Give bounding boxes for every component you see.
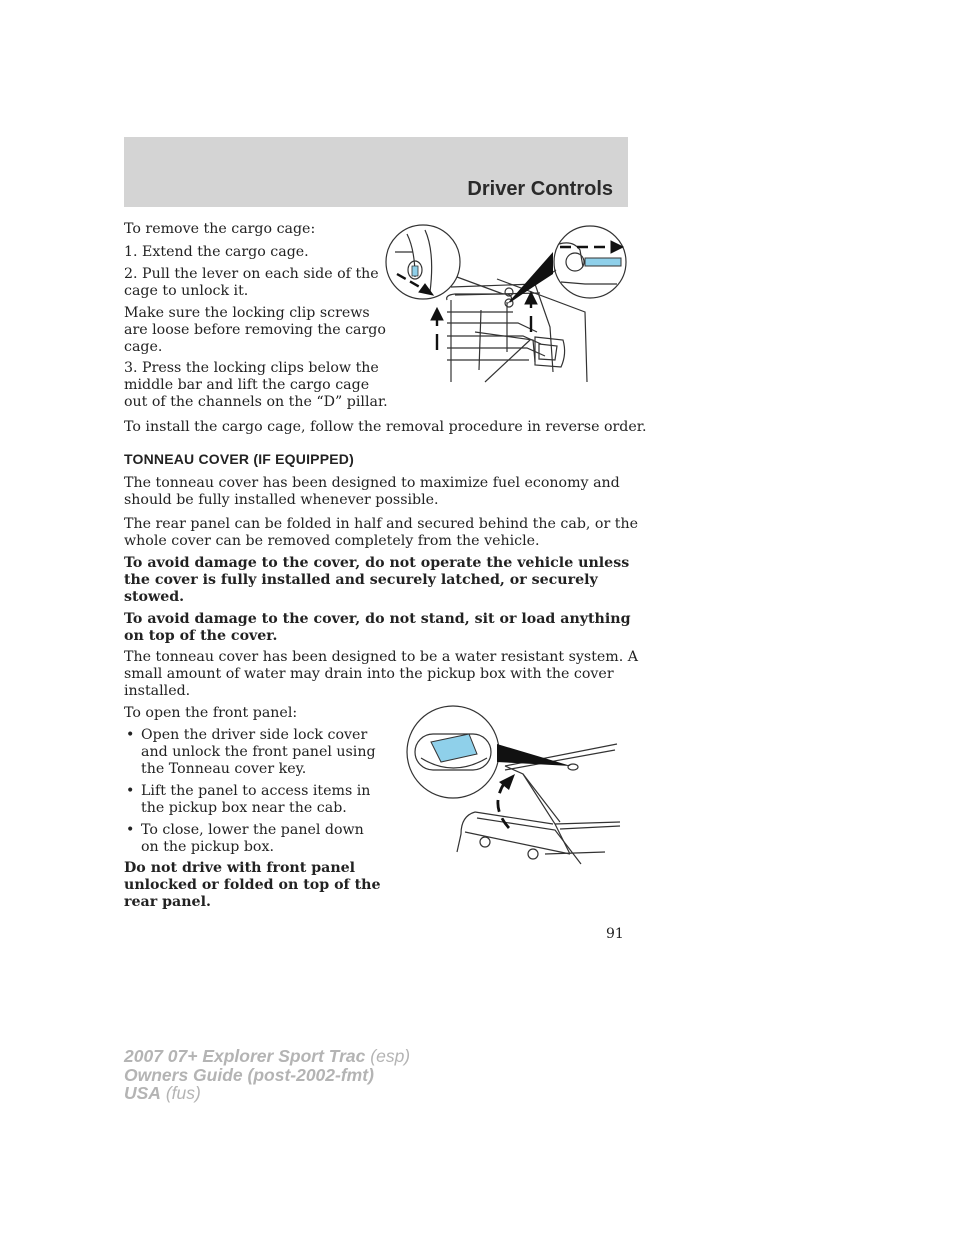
tonneau-warning-3: Do not drive with front panel unlocked or folded on top of the rear panel. <box>124 860 381 910</box>
tonneau-paragraph-2: The rear panel can be folded in half and secured behind the cab, or the whole cover can be removed completely from the vehicle. <box>124 516 638 549</box>
list-item: • Lift the panel to access items in the pickup box near the cab. <box>126 783 371 816</box>
list-item: • Open the driver side lock cover and unlock the front panel using the Tonneau cover key. <box>126 727 376 777</box>
cargo-cage-install: To install the cargo cage, follow the removal procedure in reverse order. <box>124 419 647 435</box>
cargo-cage-step-2: 2. Pull the lever on each side of the cage to unlock it. <box>124 266 379 299</box>
tonneau-heading: TONNEAU COVER (IF EQUIPPED) <box>124 451 354 467</box>
cargo-cage-step-3: 3. Press the locking clips below the middle bar and lift the cargo cage out of the channels on the “D” pillar. <box>124 360 388 410</box>
tonneau-cover-illustration <box>405 704 625 874</box>
open-front-panel-steps <box>124 727 384 861</box>
cargo-cage-step-1: 1. Extend the cargo cage. <box>124 244 309 260</box>
cargo-cage-illustration <box>385 222 630 387</box>
tonneau-paragraph-1: The tonneau cover has been designed to maximize fuel economy and should be fully installed whenever possible. <box>124 475 620 508</box>
tonneau-warning-1: To avoid damage to the cover, do not operate the vehicle unless the cover is fully installed and securely latched, or securely stowed. <box>124 555 630 605</box>
document-footer: 2007 07+ Explorer Sport Trac (esp) Owners Guide (post-2002-fmt) USA (fus) <box>124 1046 411 1103</box>
open-front-panel-intro: To open the front panel: <box>124 705 298 721</box>
tonneau-warning-2: To avoid damage to the cover, do not stand, sit or load anything on top of the cover. <box>124 611 631 644</box>
section-header <box>124 137 628 207</box>
list-item: • To close, lower the panel down on the pickup box. <box>126 822 364 855</box>
cargo-cage-intro: To remove the cargo cage: <box>124 221 316 237</box>
section-title: Driver Controls <box>467 178 613 200</box>
cargo-cage-note: Make sure the locking clip screws are loose before removing the cargo cage. <box>124 305 386 355</box>
tonneau-paragraph-3: The tonneau cover has been designed to be a water resistant system. A small amount of water may drain into the pickup box with the cover installed. <box>124 649 639 699</box>
page-number: 91 <box>606 926 624 942</box>
